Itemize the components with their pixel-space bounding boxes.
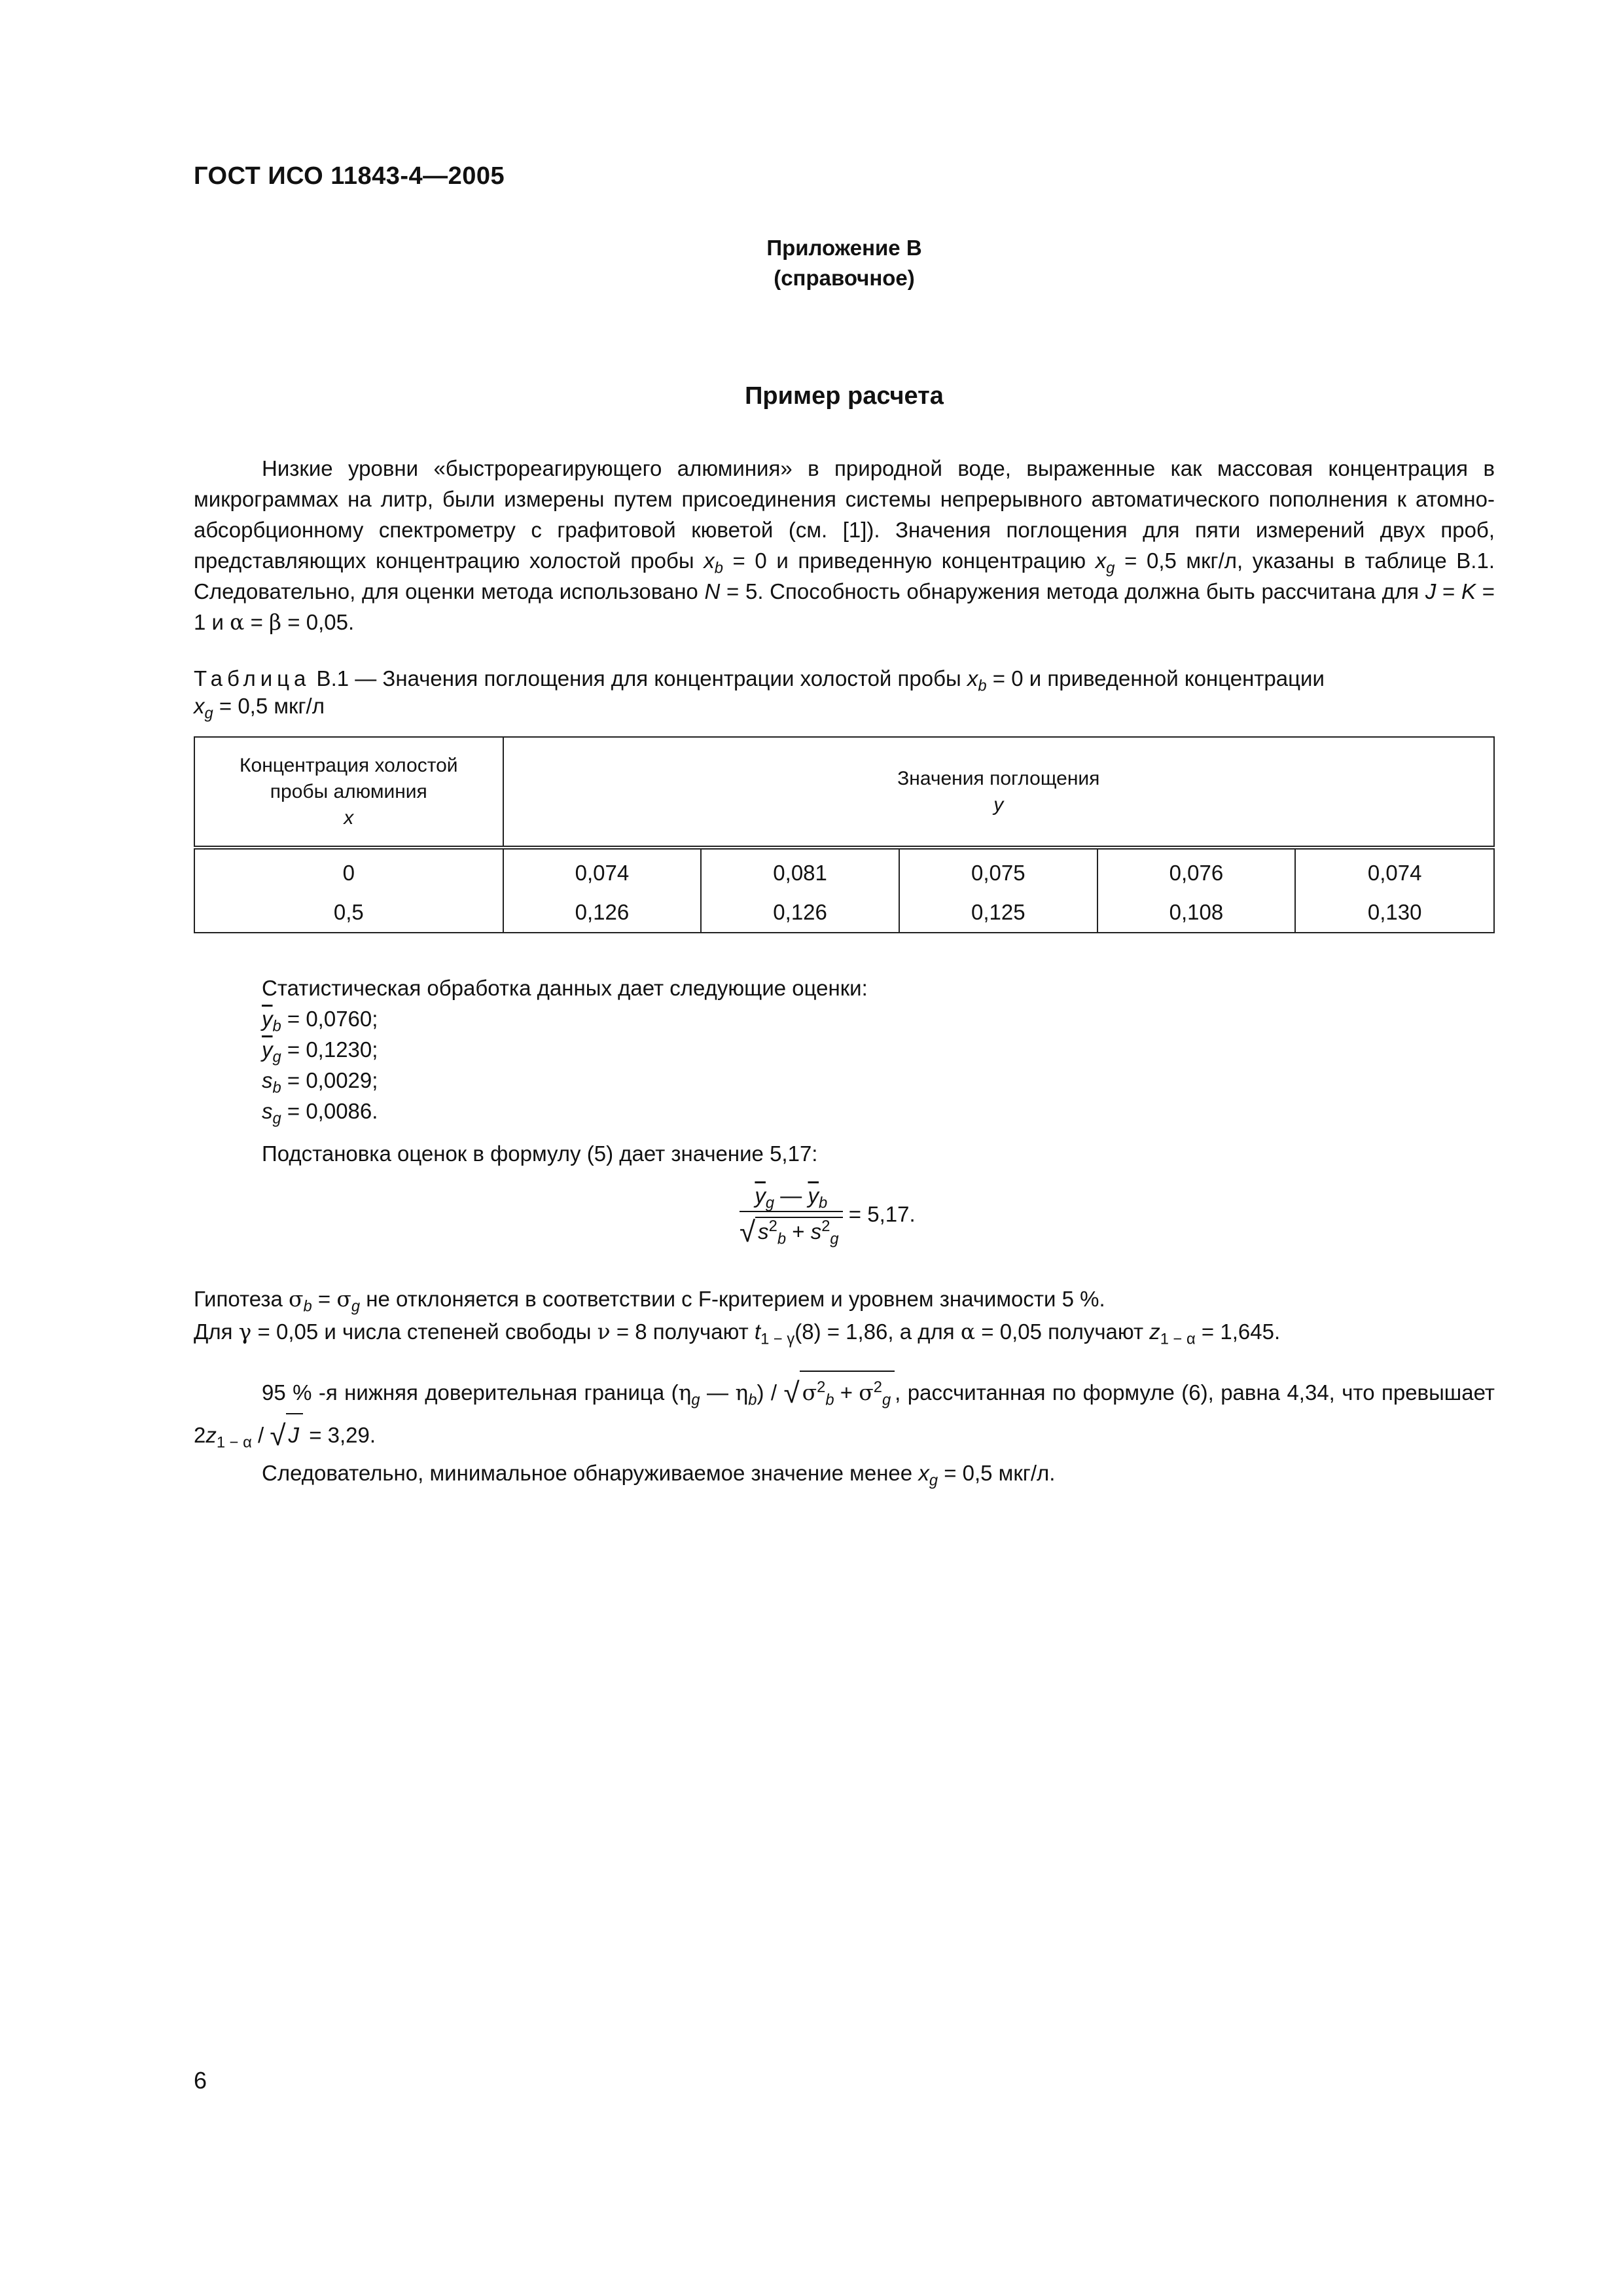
absorbance-table: [194, 736, 1495, 933]
table-cell: 0,076: [1097, 848, 1296, 893]
hypothesis-line: Гипотеза $\sigma_b = \sigma_g$ не отклоняется в соответствии с F-критерием и уровнем значимости 5 %.: [194, 1286, 1105, 1316]
table-row: [194, 848, 1494, 893]
table-header-row: [194, 737, 1494, 848]
table-caption: Таблица В.1 — Значения поглощения для концентрации холостой пробы $x_b = 0$ и приведенной концентрации $x_g = 0,5$ мкг/л: [194, 666, 1325, 723]
table-cell: 0,125: [899, 893, 1097, 933]
col-header-absorbance: Значения поглощения y: [503, 737, 1494, 848]
table-cell: 0,081: [701, 848, 899, 893]
stat-yb: $\overline{y}_b = 0,0760$;: [262, 1007, 378, 1035]
table-cell: 0,130: [1295, 893, 1494, 933]
statistics-block: [262, 973, 868, 1169]
stats-intro: Статистическая обработка данных дает следующие оценки:: [262, 976, 868, 1000]
annex-status: (справочное): [774, 266, 915, 290]
confidence-bound-paragraph: 95 % -я нижняя доверительная граница ($\eta_g$ — $\eta_b$) / √ $\sigma^2_b + \sigma^2_g$ , рассчитанная по формуле (6), равна 4,34, что превышает $2z_{1 - \alpha}$ / √ J = 3,29.: [194, 1371, 1495, 1456]
table-cell: 0,108: [1097, 893, 1296, 933]
stat-sg: $s_g = 0,0086$.: [262, 1099, 378, 1128]
section-title: Пример расчета: [745, 382, 944, 410]
stat-sb: $s_b = 0,0029$;: [262, 1068, 378, 1097]
table-cell: 0,075: [899, 848, 1097, 893]
page-number: 6: [194, 2067, 207, 2094]
annex-heading: [194, 233, 1495, 293]
intro-paragraph: Низкие уровни «быстрореагирующего алюминия» в природной воде, выраженные как массовая концентрация в микрограммах на литр, были измерены путем присоединения системы непрерывного автоматического пополнения к атомно-абсорбционному спектрометру с графитовой кюветой (см. [1]). Значения поглощения для пяти измерений двух проб, представляющих концентрацию холостой пробы $x_b = 0$ и приведенную концентрацию $x_g = 0,5$ мкг/л, указаны в таблице В.1. Следовательно, для оценки метода использовано N = 5. Способность обнаружения метода должна быть рассчитана для J = K = 1 и α = β = 0,05.: [194, 456, 1495, 635]
degrees-line: Для γ = 0,05 и числа степеней свободы ν = 8 получают $t_{1 - \gamma}(8) = 1,86$, а для α = 0,05 получают $z_{1 - \alpha} = 1,645$.: [194, 1319, 1281, 1348]
table-cell: 0,126: [701, 893, 899, 933]
annex-title: Приложение В: [766, 236, 922, 260]
table-cell: 0,074: [503, 848, 702, 893]
table-row: [194, 893, 1494, 933]
table-cell: 0,126: [503, 893, 702, 933]
hypothesis-block: [194, 1283, 1495, 1348]
substitution-text: Подстановка оценок в формулу (5) дает значение 5,17:: [262, 1141, 818, 1166]
conclusion-text: Следовательно, минимальное обнаруживаемое значение менее $x_g = 0,5$ мкг/л.: [262, 1461, 1056, 1490]
table-cell: 0,074: [1295, 848, 1494, 893]
formula-5: $\frac{\overline{y}_g — \overline{y}_b}{√ s^2_b + s^2_g}$ = 5,17.: [740, 1183, 916, 1248]
stat-yg: $\overline{y}_g = 0,1230$;: [262, 1037, 378, 1066]
table-cell-x: 0: [194, 848, 503, 893]
table-cell-x: 0,5: [194, 893, 503, 933]
col-header-concentration: Концентрация холостой пробы алюминия x: [194, 737, 503, 848]
standard-header: ГОСТ ИСО 11843-4—2005: [194, 162, 505, 190]
